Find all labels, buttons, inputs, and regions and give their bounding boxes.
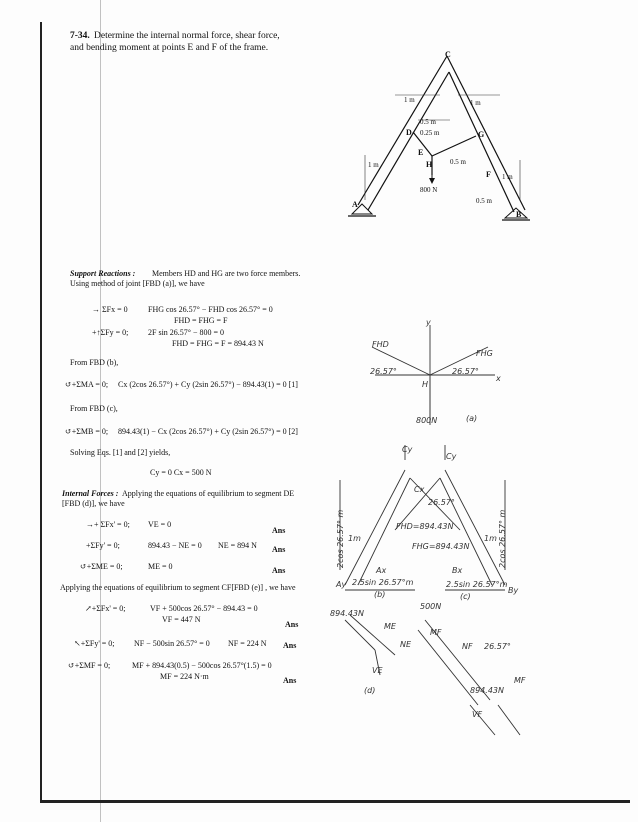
e2-lhs: +ΣFy' = 0; bbox=[86, 541, 120, 550]
internal-heading: Internal Forces : bbox=[62, 489, 119, 498]
ans-5: Ans bbox=[283, 641, 297, 650]
ans-3: Ans bbox=[272, 566, 286, 575]
sketch-right-dim: 2cos 26.57° m bbox=[498, 509, 507, 568]
ans-6: Ans bbox=[283, 676, 297, 685]
sketch-NF: NF bbox=[462, 642, 473, 651]
f1-result: VF = 447 N bbox=[162, 615, 201, 624]
f2-lhs: ↖+ΣFy' = 0; bbox=[74, 639, 115, 648]
dim-1m-left: 1 m bbox=[368, 161, 379, 169]
sketch-VE: VE bbox=[372, 666, 383, 675]
sketch-angle-1: 26.57° bbox=[370, 367, 397, 376]
sketch-angle-3: 26.57° bbox=[428, 498, 455, 507]
sketch-b: (b) bbox=[374, 590, 386, 599]
sketch-angle-4: 26.57° bbox=[484, 642, 511, 651]
label-C: C bbox=[445, 50, 451, 59]
label-B: B bbox=[516, 210, 522, 219]
e2-mid: 894.43 − NE = 0 bbox=[148, 541, 202, 550]
solving-eqs: Solving Eqs. [1] and [2] yields, bbox=[70, 448, 171, 457]
sketch-FHD: FHD bbox=[372, 340, 389, 349]
e1-lhs: →+ ΣFx' = 0; bbox=[86, 520, 130, 529]
dim-0.25m: 0.25 m bbox=[420, 129, 440, 137]
ans-2: Ans bbox=[272, 545, 286, 554]
f3-lhs: ↺+ΣMF = 0; bbox=[68, 661, 111, 670]
sketch-Cx-1: Cx bbox=[414, 485, 425, 494]
sketch-left-dim: 2cos 26.57° m bbox=[336, 509, 345, 568]
sketch-sin-right: 2.5sin 26.57°m bbox=[446, 580, 508, 589]
from-fbd-c: From FBD (c), bbox=[70, 404, 118, 413]
dim-0.5m-bottom: 0.5 m bbox=[476, 197, 492, 205]
e1-rhs: VE = 0 bbox=[148, 520, 172, 529]
support-heading: Support Reactions : bbox=[70, 269, 136, 278]
problem-line-2: and bending moment at points E and F of the frame. bbox=[70, 43, 269, 53]
sketch-894N: 894.43N bbox=[470, 686, 504, 695]
problem-number: 7-34. bbox=[70, 31, 90, 41]
e3-lhs: ↺+ΣME = 0; bbox=[80, 562, 123, 571]
e3-rhs: ME = 0 bbox=[148, 562, 173, 571]
eq3-lhs: ↺+ΣMA = 0; bbox=[65, 380, 109, 389]
eq2-lhs: +↑ΣFy = 0; bbox=[92, 328, 129, 337]
dim-0.5m-horizontal: 0.5 m bbox=[450, 158, 466, 166]
e2-rhs: NE = 894 N bbox=[218, 541, 257, 550]
sketch-ME: ME bbox=[384, 622, 396, 631]
eq1-rhs: FHG cos 26.57° − FHD cos 26.57° = 0 bbox=[148, 305, 273, 314]
label-G: G bbox=[478, 130, 485, 139]
eq2-result: FHD = FHG = F = 894.43 N bbox=[172, 339, 264, 348]
support-heading-rest: Members HD and HG are two force members. bbox=[152, 269, 301, 278]
sketch-Ay: Ay bbox=[336, 580, 347, 589]
sketch-Ax: Ax bbox=[376, 566, 387, 575]
ans-1: Ans bbox=[272, 526, 286, 535]
support-line-2: Using method of joint [FBD (a)], we have bbox=[70, 279, 205, 288]
eq2-rhs: 2F sin 26.57° − 800 = 0 bbox=[148, 328, 225, 337]
sketch-d-force: 894.43N bbox=[330, 609, 364, 618]
eq1-lhs: → ΣFx = 0 bbox=[92, 305, 128, 314]
internal-line-2: [FBD (d)], we have bbox=[62, 499, 125, 508]
problem-line-1: Determine the internal normal force, shear force, bbox=[94, 31, 280, 41]
apply-f-line: Applying the equations of equilibrium to segment CF[FBD (e)] , we have bbox=[60, 583, 296, 592]
sketch-H: H bbox=[422, 380, 429, 389]
sketch-d: (d) bbox=[364, 686, 376, 695]
sketch-angle-2: 26.57° bbox=[452, 367, 479, 376]
sketch-sin-left: 2.5sin 26.57°m bbox=[352, 578, 414, 587]
eq4-lhs: ↺+ΣMB = 0; bbox=[65, 427, 109, 436]
sketch-NE: NE bbox=[400, 640, 412, 649]
sketch-FHD-value: FHD=894.43N bbox=[396, 522, 454, 531]
sketch-Cy-1: Cy bbox=[402, 445, 413, 454]
dim-1m-right: 1 m bbox=[502, 173, 513, 181]
sketch-MF: MF bbox=[430, 628, 442, 637]
sketch-x: x bbox=[496, 374, 501, 383]
support-result: Cy = 0 Cx = 500 N bbox=[150, 468, 212, 477]
load-800N: 800 N bbox=[420, 186, 438, 194]
sketch-Bx: Bx bbox=[452, 566, 463, 575]
sketch-MF-2: MF bbox=[514, 676, 526, 685]
sketch-FHG-value: FHG=894.43N bbox=[412, 542, 470, 551]
label-D: D bbox=[406, 128, 412, 137]
dim-1m-right-top: 1 m bbox=[470, 99, 481, 107]
f3-result: MF = 224 N·m bbox=[160, 672, 209, 681]
label-F: F bbox=[486, 170, 491, 179]
f3-rhs: MF + 894.43(0.5) − 500cos 26.57°(1.5) = 0 bbox=[132, 661, 272, 670]
sketch-VF: VF bbox=[472, 710, 483, 719]
dim-0.5m: 0.5 m bbox=[420, 118, 436, 126]
from-fbd-b: From FBD (b), bbox=[70, 358, 119, 367]
label-H: H bbox=[426, 160, 433, 169]
internal-heading-rest: Applying the equations of equilibrium to segment DE bbox=[122, 489, 295, 498]
sketch-c: (c) bbox=[460, 592, 471, 601]
eq3-rhs: Cx (2cos 26.57°) + Cy (2sin 26.57°) − 894.43(1) = 0 [1] bbox=[118, 380, 298, 389]
eq1-result: FHD = FHG = F bbox=[174, 316, 228, 325]
f2-rhs: NF = 224 N bbox=[228, 639, 267, 648]
sketch-1m-left: 1m bbox=[348, 534, 361, 543]
sketch-FHG: FHG bbox=[476, 349, 493, 358]
f1-rhs: VF + 500cos 26.57° − 894.43 = 0 bbox=[150, 604, 258, 613]
sketch-1m-right: 1m bbox=[484, 534, 497, 543]
sketch-500N: 500N bbox=[420, 602, 442, 611]
f2-mid: NF − 500sin 26.57° = 0 bbox=[134, 639, 210, 648]
eq4-rhs: 894.43(1) − Cx (2cos 26.57°) + Cy (2sin 26.57°) = 0 [2] bbox=[118, 427, 298, 436]
sketch-y: y bbox=[426, 318, 431, 327]
dim-1m-left-top: 1 m bbox=[404, 96, 415, 104]
label-A: A bbox=[352, 200, 358, 209]
ans-4: Ans bbox=[285, 620, 299, 629]
sketch-a: (a) bbox=[466, 414, 478, 423]
sketch-Cy-2: Cy bbox=[446, 452, 457, 461]
sketch-load: 800N bbox=[416, 416, 438, 425]
f1-lhs: ↗+ΣFx' = 0; bbox=[85, 604, 126, 613]
label-E: E bbox=[418, 148, 424, 157]
sketch-By: By bbox=[508, 586, 519, 595]
